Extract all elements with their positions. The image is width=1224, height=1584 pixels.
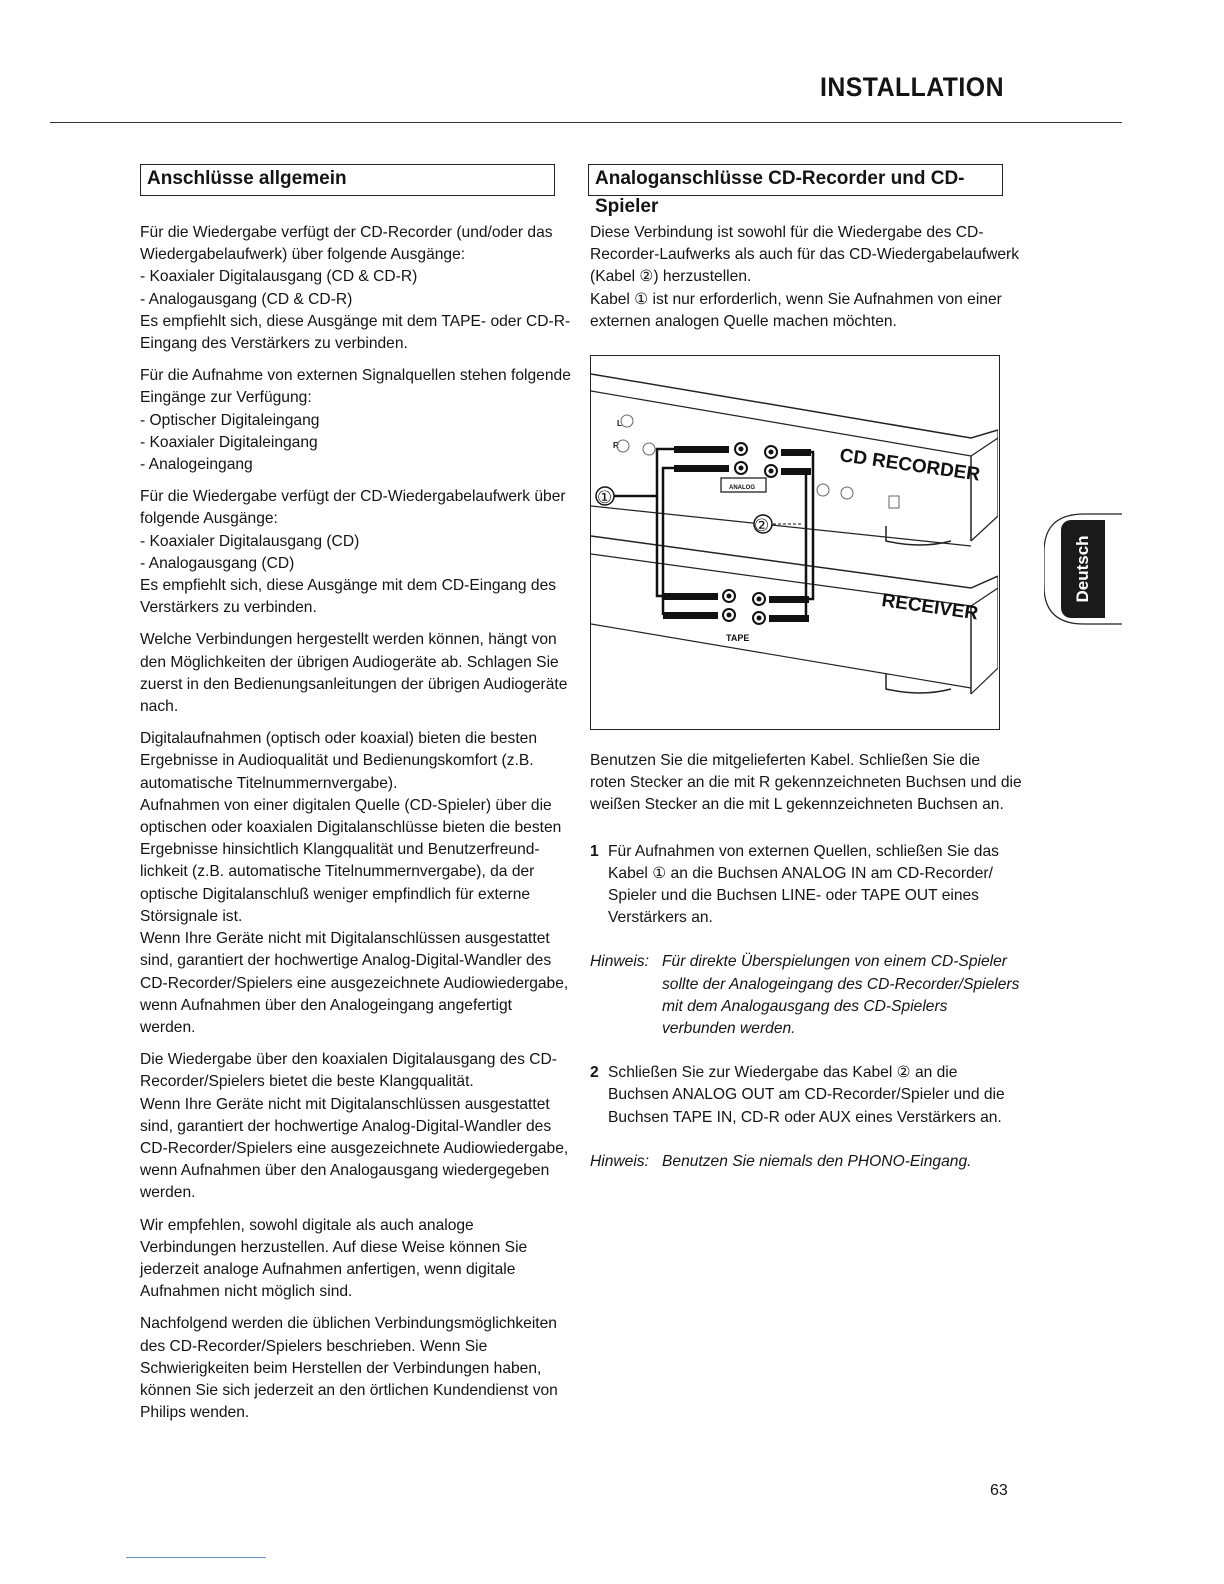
- paragraph: [140, 222, 571, 355]
- tape-label: TAPE: [726, 633, 750, 643]
- section-heading-analog: Analoganschlüsse CD-Recorder und CD-Spieler: [588, 164, 1003, 196]
- text-line: Wenn Ihre Geräte nicht mit Digitalanschlüssen ausgestattet: [140, 930, 550, 948]
- paragraph: [140, 1215, 560, 1304]
- text-line: des CD-Recorder/Spielers beschrieben. Wenn Sie: [140, 1337, 488, 1355]
- paragraph: [140, 365, 571, 476]
- analog-label: ANALOG: [729, 485, 755, 491]
- paragraph: [590, 222, 1018, 333]
- label-l-top: L: [617, 419, 622, 428]
- text-line: Für die Wiedergabe verfügt der CD-Recorder (und/oder das: [140, 224, 553, 241]
- text-line: Kabel ① ist nur erforderlich, wenn Sie Aufnahmen von einer: [590, 290, 1002, 308]
- text-line: Eingang des Verstärkers zu verbinden.: [140, 335, 408, 353]
- text-line: Aufnahmen von einer digitalen Quelle (CD-Spieler) über die: [140, 796, 552, 814]
- text-line: Verstärkers zu verbinden.: [140, 599, 317, 617]
- text-line: Aufnahmen nicht möglich sind.: [140, 1283, 353, 1301]
- text-line: Wenn Ihre Geräte nicht mit Digitalanschlüssen ausgestattet: [140, 1095, 550, 1113]
- paragraph: [140, 728, 569, 1039]
- text-line: optischen oder koaxialen Digitalanschlüsse bieten die besten: [140, 819, 562, 837]
- numbered-step: [590, 1062, 1018, 1129]
- step-number: 2: [590, 1064, 599, 1082]
- paragraph: [140, 629, 568, 718]
- text-line: wenn Aufnahmen über den Analogausgang wiedergegeben: [140, 1162, 550, 1180]
- text-line: - Analogausgang (CD & CD-R): [140, 290, 353, 308]
- cd-recorder-device: [591, 374, 998, 546]
- text-line: Spieler und die Buchsen LINE- oder TAPE OUT eines: [608, 887, 979, 905]
- text-line: - Optischer Digitaleingang: [140, 411, 320, 429]
- text-line: Philips wenden.: [140, 1404, 250, 1422]
- text-line: Verstärkers an.: [608, 909, 713, 927]
- text-line: werden.: [140, 1184, 196, 1202]
- text-line: wenn Aufnahmen über den Analogeingang angefertigt: [140, 996, 512, 1014]
- paragraph: [140, 486, 566, 619]
- text-line: - Koaxialer Digitalausgang (CD): [140, 532, 360, 550]
- hint-text: Benutzen Sie niemals den PHONO-Eingang.: [662, 1152, 972, 1170]
- text-line: Wiedergabelaufwerk) über folgende Ausgänge:: [140, 246, 466, 264]
- text-line: den Möglichkeiten der übrigen Audiogeräte ab. Schlagen Sie: [140, 653, 559, 671]
- header-rule: [50, 122, 1122, 123]
- text-line: Ergebnisse in Audioqualität und Bedienungskomfort (z.B.: [140, 752, 534, 770]
- hint: [590, 1151, 1018, 1173]
- text-line: können Sie sich jederzeit an den örtlichen Kundendienst von: [140, 1381, 558, 1399]
- text-line: Recorder/Spielers bietet die beste Klangqualität.: [140, 1073, 474, 1091]
- right-lower: [590, 750, 1022, 1195]
- text-line: Verbindungen herzustellen. Auf diese Weise können Sie: [140, 1238, 528, 1256]
- paragraph: [140, 1313, 560, 1424]
- text-line: - Koaxialer Digitaleingang: [140, 433, 318, 451]
- text-line: Benutzen Sie die mitgelieferten Kabel. Schließen Sie die: [590, 752, 981, 769]
- hint-text: [662, 951, 1019, 1040]
- receiver-label: RECEIVER: [880, 590, 980, 625]
- text-line: Es empfiehlt sich, diese Ausgänge mit dem TAPE- oder CD-R-: [140, 312, 571, 330]
- text-line: Digitalaufnahmen (optisch oder koaxial) bieten die besten: [140, 730, 538, 748]
- right-intro: [590, 222, 1018, 343]
- receiver-jacks: [663, 590, 809, 643]
- cable-1: [596, 449, 674, 615]
- text-line: - Analogeingang: [140, 456, 253, 474]
- text-line: Welche Verbindungen hergestellt werden können, hängt von: [140, 631, 557, 649]
- text-line: roten Stecker an die mit R gekennzeichneten Buchsen und die: [590, 774, 1022, 792]
- text-line: Für die Wiedergabe verfügt der CD-Wiedergabelaufwerk über: [140, 488, 566, 506]
- text-line: externen analogen Quelle machen möchten.: [590, 312, 897, 330]
- text-line: werden.: [140, 1018, 196, 1036]
- text-line: sollte der Analogeingang des CD-Recorder/Spielers: [662, 975, 1020, 993]
- text-line: Nachfolgend werden die üblichen Verbindungsmöglichkeiten: [140, 1315, 557, 1333]
- text-line: Buchsen ANALOG OUT am CD-Recorder/Spieler und die: [608, 1086, 1005, 1104]
- numbered-step: [590, 841, 1018, 930]
- cd-recorder-label: CD RECORDER: [838, 445, 982, 486]
- connection-diagram: [590, 355, 1000, 730]
- paragraph: [590, 750, 1022, 817]
- text-line: folgende Ausgänge:: [140, 510, 278, 528]
- cable-1-label: ①: [597, 488, 613, 507]
- text-line: lichkeit (z.B. automatische Titelnummernvergabe), da der: [140, 863, 535, 881]
- hint: [590, 951, 1018, 1040]
- text-line: Diese Verbindung ist sowohl für die Wiedergabe des CD-: [590, 224, 984, 241]
- text-line: Ergebnisse hinsichtlich Klangqualität und Benutzerfreund-: [140, 841, 540, 859]
- text-line: CD-Recorder/Spielers eine ausgezeichnete Audiowiedergabe,: [140, 1139, 569, 1157]
- text-line: nach.: [140, 698, 179, 716]
- text-line: jederzeit analoge Aufnahmen anfertigen, wenn digitale: [140, 1260, 516, 1278]
- text-line: Störsignale ist.: [140, 907, 243, 925]
- step-number: 1: [590, 842, 599, 860]
- text-line: zuerst in den Bedienungsanleitungen der übrigen Audiogeräte: [140, 675, 568, 693]
- text-line: optische Digitalanschluß weniger empfindlich für externe: [140, 885, 531, 903]
- text-line: Schwierigkeiten beim Herstellen der Verbindungen haben,: [140, 1359, 542, 1377]
- section-heading-general: Anschlüsse allgemein: [140, 164, 555, 196]
- cable-2: [754, 452, 813, 618]
- hint-label: Hinweis:: [590, 953, 649, 971]
- text-line: mit dem Analogausgang des CD-Spielers: [662, 997, 948, 1015]
- text-line: (Kabel ②) herzustellen.: [590, 268, 752, 286]
- page-title: INSTALLATION: [820, 72, 1004, 102]
- text-line: Eingänge zur Verfügung:: [140, 389, 312, 407]
- text-line: Für die Aufnahme von externen Signalquellen stehen folgende: [140, 367, 571, 385]
- cable-2-label: ②: [754, 516, 770, 535]
- text-line: sind, garantiert der hochwertige Analog-Digital-Wandler des: [140, 952, 552, 970]
- text-line: - Analogausgang (CD): [140, 554, 295, 572]
- text-line: Für direkte Überspielungen von einem CD-Spieler: [662, 953, 1007, 971]
- page-number: 63: [990, 1482, 1008, 1499]
- text-line: - Koaxialer Digitalausgang (CD & CD-R): [140, 268, 418, 286]
- label-r-top: R: [613, 441, 619, 450]
- left-column: [140, 222, 571, 1434]
- paragraph: [140, 1049, 569, 1204]
- language-tab-text: Deutsch: [1073, 535, 1092, 603]
- text-line: Buchsen TAPE IN, CD-R oder AUX eines Verstärkers an.: [608, 1108, 1002, 1126]
- text-line: weißen Stecker an die mit L gekennzeichneten Buchsen an.: [590, 796, 1004, 814]
- text-line: Schließen Sie zur Wiedergabe das Kabel ② an die: [608, 1064, 958, 1082]
- text-line: verbunden werden.: [662, 1020, 796, 1038]
- text-line: Wir empfehlen, sowohl digitale als auch analoge: [140, 1216, 474, 1234]
- text-line: sind, garantiert der hochwertige Analog-Digital-Wandler des: [140, 1117, 552, 1135]
- text-line: automatische Titelnummernvergabe).: [140, 774, 398, 792]
- footer-rule: [126, 1557, 266, 1558]
- text-line: Für Aufnahmen von externen Quellen, schließen Sie das: [608, 842, 999, 860]
- text-line: Kabel ① an die Buchsen ANALOG IN am CD-Recorder/: [608, 864, 993, 882]
- text-line: Die Wiedergabe über den koaxialen Digitalausgang des CD-: [140, 1051, 557, 1069]
- text-line: Recorder-Laufwerks als auch für das CD-Wiedergabelaufwerk: [590, 246, 1020, 264]
- text-line: Es empfiehlt sich, diese Ausgänge mit dem CD-Eingang des: [140, 577, 557, 595]
- text-line: CD-Recorder/Spielers eine ausgezeichnete Audiowiedergabe,: [140, 974, 569, 992]
- hint-label: Hinweis:: [590, 1152, 649, 1170]
